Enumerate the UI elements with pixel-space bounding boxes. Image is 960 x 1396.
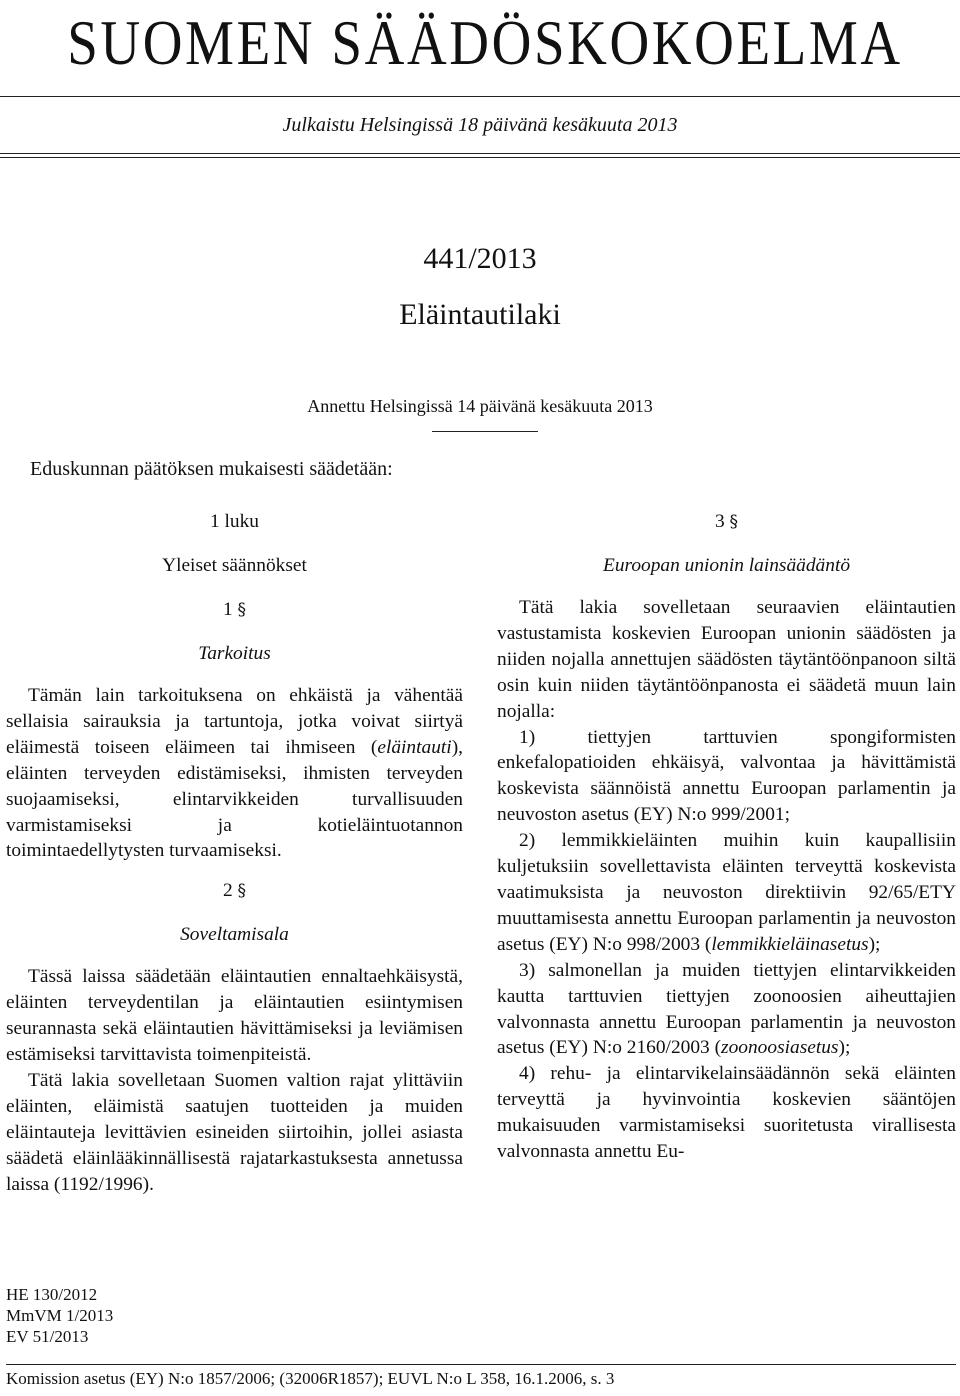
section-2-paragraph-1: Tässä laissa säädetään eläintautien ennaltaehkäisystä, eläinten terveydentilan ja eläintautien esiintymisen seurannasta sekä eläintautien hävittämiseksi ja leviämisen estämiseksi tarvittavista toimenpiteistä.	[6, 966, 463, 1066]
footnote-rule	[6, 1364, 956, 1365]
section-symbol: §	[237, 881, 247, 902]
separator-rule	[432, 431, 538, 432]
masthead-rule-bottom-1	[0, 153, 960, 154]
legislative-references	[6, 1284, 113, 1347]
masthead-title: SUOMEN SÄÄDÖSKOKOELMA	[67, 7, 903, 78]
section-symbol: §	[729, 512, 739, 532]
reference-line: EV 51/2013	[6, 1327, 89, 1346]
section-3-item-3: 3) salmonellan ja muiden tiettyjen elintarvikkeiden kautta tarttuvien tiettyjen zoonoosien aiheuttajien valvonnasta annettu Euroopan parlamentin ja neuvoston asetus (EY) N:o 2160/2003 (zoonoosiasetus);	[497, 959, 956, 1059]
section-2-heading	[6, 878, 463, 922]
section-1-number: 1	[222, 599, 233, 620]
section-1-text: Tämän lain tarkoituksena on ehkäistä ja vähentää sellaisia sairauksia ja tartuntoja, jotka voivat siirtyä eläimestä toiseen eläimeen tai ihmiseen (eläintauti), eläinten terveyden edistämiseksi, ihmisten terveyden suojaamiseksi, elintarvikkeiden turvallisuuden varmistamiseksi ja kotieläintuotannon toimintaedellytysten turvaamiseksi.	[6, 685, 463, 862]
left-column	[6, 509, 463, 1198]
defined-term: lemmikkieläinasetus	[711, 933, 869, 955]
defined-term: eläintauti	[377, 736, 452, 758]
section-2-title: Soveltamisala	[180, 924, 289, 946]
law-number: 441/2013	[423, 242, 537, 275]
section-3-number: 3	[714, 511, 725, 532]
law-title: Eläintautilaki	[399, 298, 561, 331]
section-3-heading	[497, 509, 956, 553]
defined-term: zoonoosiasetus	[721, 1037, 839, 1059]
reference-line: MmVM 1/2013	[6, 1306, 114, 1325]
footnote: Komission asetus (EY) N:o 1857/2006; (32006R1857); EUVL N:o L 358, 16.1.2006, s. 3	[6, 1369, 615, 1388]
section-2-paragraph-2: Tätä lakia sovelletaan Suomen valtion rajat ylittäviin eläinten, eläimistä saatujen tuotteiden ja muiden eläintauteja levittävien esineiden siirtoihin, jollei asiasta säädetä eläinlääkinnällisestä rajatarkastuksesta annetussa laissa (1192/1996).	[6, 1069, 463, 1195]
masthead-rule-bottom-2	[0, 157, 960, 158]
section-3-item-1: 1) tiettyjen tarttuvien spongiformisten enkefalopatioiden ehkäisyä, valvontaa ja hävittämistä koskevista säännöistä annettu Euroopan parlamentin ja neuvoston asetus (EY) N:o 999/2001;	[497, 726, 956, 826]
section-symbol: §	[237, 600, 247, 620]
section-1-heading	[6, 597, 463, 641]
section-3-item-2: 2) lemmikkieläinten muihin kuin kaupallisiin kuljetuksiin sovellettavista eläinten terveyttä koskevista vaatimuksista ja neuvoston direktiivin 92/65/ETY muuttamisesta annettu Euroopan parlamentin ja neuvoston asetus (EY) N:o 998/2003 (lemmikkieläinasetus);	[497, 830, 956, 955]
chapter-number: 1 luku	[209, 511, 260, 532]
section-3-item-4: 4) rehu- ja elintarvikelainsäädännön sekä eläinten terveyttä ja hyvinvointia koskevien sääntöjen mukaisuuden varmistamiseksi suoritetusta virallisesta valvonnasta annettu Eu-	[497, 1063, 956, 1163]
masthead-rule-top	[0, 96, 960, 97]
right-column	[497, 509, 956, 1165]
given-date: Annettu Helsingissä 14 päivänä kesäkuuta 2013	[307, 396, 653, 416]
chapter-title: Yleiset säännökset	[162, 555, 307, 576]
section-1-title: Tarkoitus	[198, 643, 271, 664]
section-3-intro: Tätä lakia sovelletaan seuraavien eläintautien vastustamista koskevien Euroopan unionin säädösten ja niiden nojalla annettujen säädösten täytäntöönpanoon siltä osin kuin niiden täytäntöönpanosta ei säädetä muun lain nojalla:	[497, 597, 956, 722]
reference-line: HE 130/2012	[6, 1285, 98, 1304]
publication-date: Julkaistu Helsingissä 18 päivänä kesäkuuta 2013	[282, 114, 678, 136]
section-3-title: Euroopan unionin lainsäädäntö	[602, 555, 851, 576]
section-2-number: 2	[222, 880, 233, 902]
enacting-clause: Eduskunnan päätöksen mukaisesti säädetään:	[30, 458, 393, 480]
